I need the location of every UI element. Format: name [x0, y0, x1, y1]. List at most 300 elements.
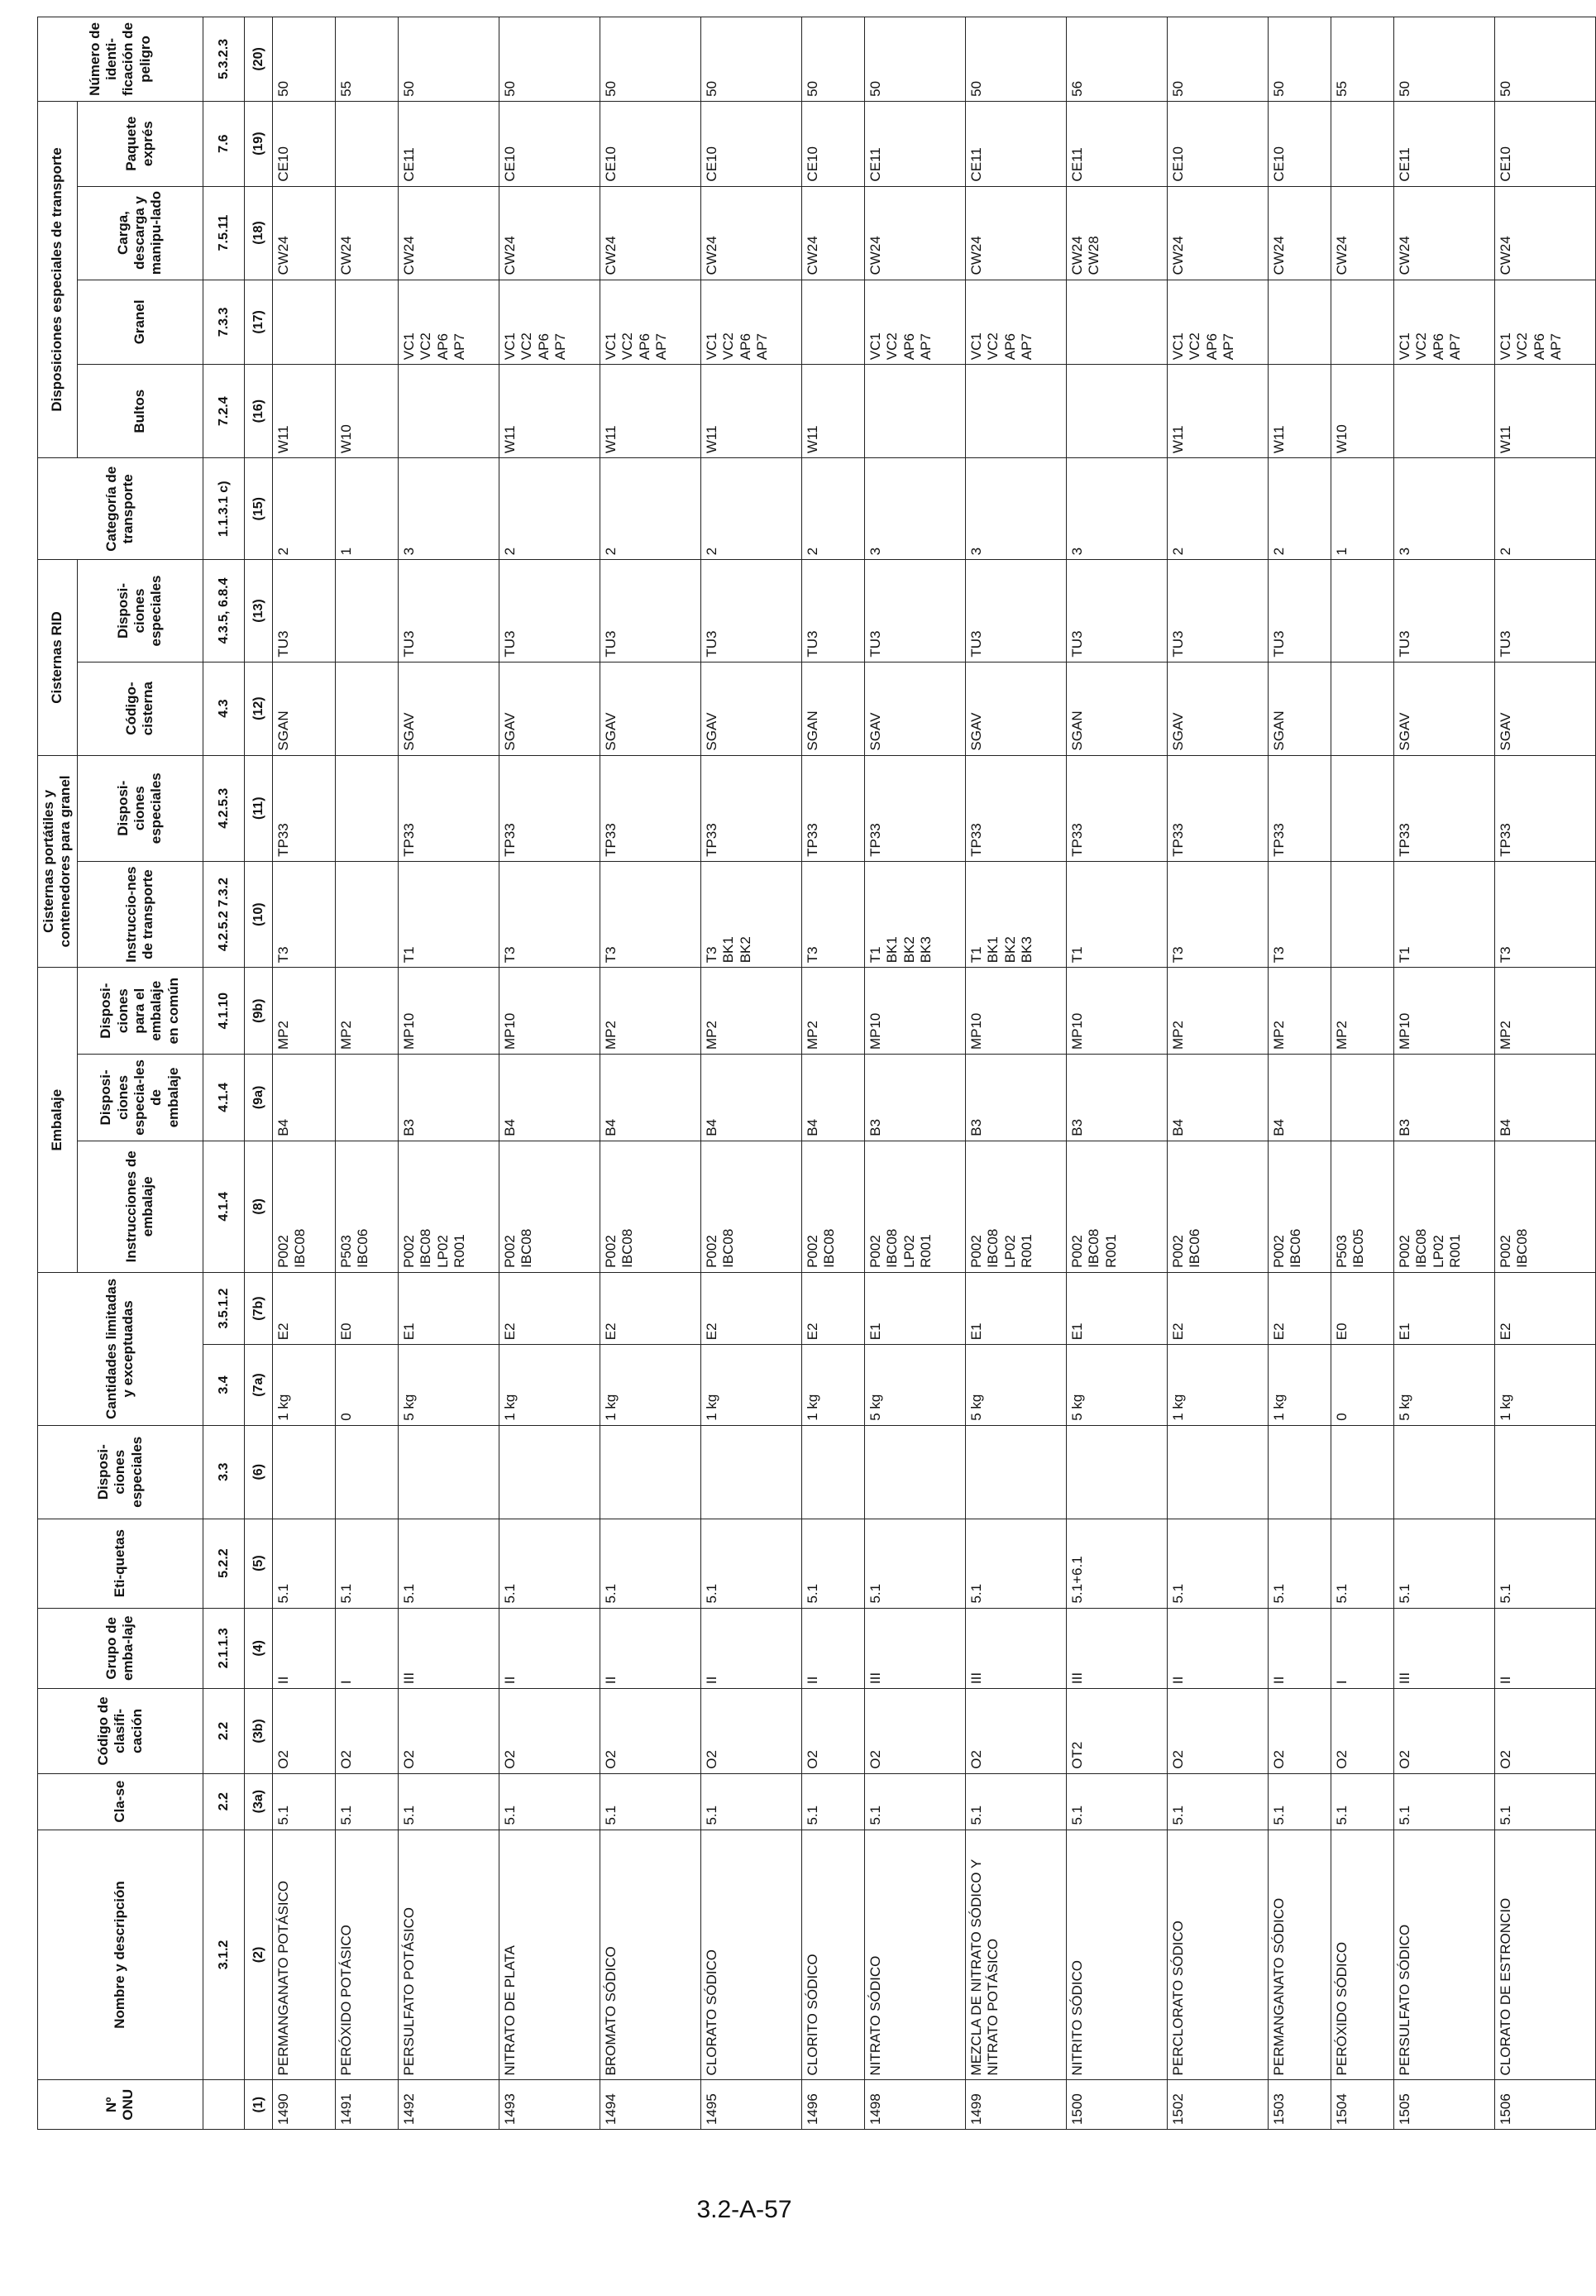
table-cell: MP2 — [700, 968, 801, 1055]
rotated-table-wrapper — [37, 17, 1564, 2130]
table-cell: CE11 — [1066, 101, 1167, 186]
column-number-cell: (2) — [244, 1830, 272, 2080]
table-cell: 50 — [700, 17, 801, 102]
reference-cell: 3.3 — [203, 1425, 244, 1519]
header-name: Nombre y descripción — [38, 1830, 203, 2080]
table-cell: 50 — [1167, 17, 1268, 102]
table-cell: CW24 — [398, 186, 499, 280]
table-cell: SGAV — [864, 662, 965, 755]
table-cell — [1268, 1425, 1331, 1519]
table-row — [335, 17, 398, 2130]
table-cell: CE11 — [965, 101, 1066, 186]
table-cell: 2 — [272, 458, 335, 560]
table-cell: B4 — [801, 1055, 864, 1141]
table-cell: CE10 — [700, 101, 801, 186]
table-row — [700, 17, 801, 2130]
table-cell: VC1 VC2 AP6 AP7 — [1167, 280, 1268, 365]
table-cell: II — [1268, 1608, 1331, 1689]
table-cell — [700, 1425, 801, 1519]
table-cell: TP33 — [600, 755, 700, 861]
table-cell: P002 IBC06 — [1268, 1141, 1331, 1272]
substance-name-cell: NITRATO DE PLATA — [499, 1830, 600, 2080]
table-cell: CE11 — [864, 101, 965, 186]
table-cell: B3 — [1393, 1055, 1494, 1141]
table-cell: I — [1331, 1608, 1393, 1689]
table-cell: TP33 — [1167, 755, 1268, 861]
table-cell: 50 — [801, 17, 864, 102]
reference-cell: 3.5.1.2 — [203, 1272, 244, 1344]
table-cell: E2 — [272, 1272, 335, 1344]
table-cell: SGAV — [1393, 662, 1494, 755]
table-cell — [1331, 861, 1393, 967]
un-number-cell: 1498 — [864, 2080, 965, 2130]
reference-cell: 2.2 — [203, 1689, 244, 1774]
table-cell: MP2 — [1494, 968, 1595, 1055]
substance-name-cell: PERMANGANATO SÓDICO — [1268, 1830, 1331, 2080]
table-cell: SGAN — [272, 662, 335, 755]
substance-name-cell: CLORITO SÓDICO — [801, 1830, 864, 2080]
column-number-cell: (7a) — [244, 1345, 272, 1426]
table-cell: B4 — [272, 1055, 335, 1141]
table-row — [965, 17, 1066, 2130]
table-cell: II — [1494, 1608, 1595, 1689]
table-cell: P002 IBC08 — [801, 1141, 864, 1272]
table-cell: B3 — [398, 1055, 499, 1141]
reference-cell — [203, 2080, 244, 2130]
table-cell: 3 — [1066, 458, 1167, 560]
table-cell: W11 — [801, 365, 864, 458]
table-cell: E1 — [965, 1272, 1066, 1344]
table-cell: 50 — [1268, 17, 1331, 102]
un-number-cell: 1496 — [801, 2080, 864, 2130]
table-cell: CW24 — [1268, 186, 1331, 280]
table-cell: P002 IBC08 LP02 R001 — [398, 1141, 499, 1272]
table-cell: SGAV — [1167, 662, 1268, 755]
reference-cell: 7.2.4 — [203, 365, 244, 458]
table-cell: 5.1 — [864, 1773, 965, 1830]
header-special-provisions: Disposi-ciones especiales — [38, 1425, 203, 1519]
table-cell: 50 — [1393, 17, 1494, 102]
table-cell: SGAV — [398, 662, 499, 755]
table-cell: SGAN — [1066, 662, 1167, 755]
table-cell — [335, 662, 398, 755]
table-cell: MP10 — [864, 968, 965, 1055]
header-mixed-packing: Disposi-ciones para el embalaje en común — [77, 968, 203, 1055]
table-cell: E2 — [1268, 1272, 1331, 1344]
un-number-cell: 1499 — [965, 2080, 1066, 2130]
un-number-cell: 1503 — [1268, 2080, 1331, 2130]
table-cell: P002 IBC08 LP02 R001 — [1393, 1141, 1494, 1272]
reference-cell: 5.3.2.3 — [203, 17, 244, 102]
table-cell — [1268, 280, 1331, 365]
table-cell: 5.1 — [700, 1773, 801, 1830]
table-cell: E0 — [335, 1272, 398, 1344]
table-cell — [335, 755, 398, 861]
column-number-cell: (15) — [244, 458, 272, 560]
table-cell — [335, 1055, 398, 1141]
un-number-cell: 1490 — [272, 2080, 335, 2130]
table-cell: CW24 — [272, 186, 335, 280]
header-rid-tanks: Cisternas RID — [38, 560, 78, 755]
table-cell — [1066, 1425, 1167, 1519]
table-cell: MP2 — [600, 968, 700, 1055]
column-number-cell: (6) — [244, 1425, 272, 1519]
table-cell: 50 — [499, 17, 600, 102]
table-cell — [335, 280, 398, 365]
table-cell — [801, 280, 864, 365]
substance-name-cell: PERÓXIDO POTÁSICO — [335, 1830, 398, 2080]
table-cell: CE10 — [499, 101, 600, 186]
table-cell: P002 IBC08 LP02 R001 — [965, 1141, 1066, 1272]
table-cell: 5.1 — [272, 1773, 335, 1830]
table-cell: O2 — [499, 1689, 600, 1774]
table-cell: O2 — [1331, 1689, 1393, 1774]
reference-cell: 5.2.2 — [203, 1519, 244, 1608]
table-cell: 5.1 — [398, 1519, 499, 1608]
table-cell: TU3 — [801, 560, 864, 662]
table-cell: W10 — [1331, 365, 1393, 458]
table-cell: E2 — [801, 1272, 864, 1344]
table-cell: TP33 — [1066, 755, 1167, 861]
header-loading: Carga, descarga y manipu-lado — [77, 186, 203, 280]
reference-cell: 4.2.5.3 — [203, 755, 244, 861]
table-cell — [600, 1425, 700, 1519]
table-cell — [335, 560, 398, 662]
table-cell: MP2 — [1268, 968, 1331, 1055]
un-number-cell: 1502 — [1167, 2080, 1268, 2130]
table-cell: OT2 — [1066, 1689, 1167, 1774]
table-cell: E1 — [1066, 1272, 1167, 1344]
table-cell: B4 — [700, 1055, 801, 1141]
table-cell: E2 — [1494, 1272, 1595, 1344]
table-cell: B4 — [1494, 1055, 1595, 1141]
header-packages: Bultos — [77, 365, 203, 458]
table-cell: II — [499, 1608, 600, 1689]
table-cell: MP2 — [801, 968, 864, 1055]
substance-name-cell: PERSULFATO SÓDICO — [1393, 1830, 1494, 2080]
table-cell: 5.1 — [1268, 1773, 1331, 1830]
table-cell: O2 — [864, 1689, 965, 1774]
table-cell: III — [965, 1608, 1066, 1689]
table-cell: III — [1393, 1608, 1494, 1689]
table-cell: E2 — [700, 1272, 801, 1344]
reference-cell: 4.3 — [203, 662, 244, 755]
header-packing-group: Grupo de emba-laje — [38, 1608, 203, 1689]
table-cell: TP33 — [965, 755, 1066, 861]
table-cell: 2 — [1494, 458, 1595, 560]
table-cell — [1331, 560, 1393, 662]
table-cell: 5 kg — [1066, 1345, 1167, 1426]
table-cell: TP33 — [864, 755, 965, 861]
table-cell: 5.1 — [398, 1773, 499, 1830]
table-cell: TU3 — [864, 560, 965, 662]
table-cell: 5.1 — [1331, 1519, 1393, 1608]
table-cell: B3 — [1066, 1055, 1167, 1141]
table-cell — [864, 365, 965, 458]
table-cell: CW24 CW28 — [1066, 186, 1167, 280]
table-row — [1066, 17, 1167, 2130]
table-cell: TU3 — [398, 560, 499, 662]
table-cell: 5.1 — [335, 1773, 398, 1830]
un-number-cell: 1492 — [398, 2080, 499, 2130]
table-cell — [1331, 101, 1393, 186]
table-cell — [1066, 365, 1167, 458]
substance-name-cell: CLORATO SÓDICO — [700, 1830, 801, 2080]
column-number-cell: (5) — [244, 1519, 272, 1608]
table-cell: TU3 — [1167, 560, 1268, 662]
table-cell: W11 — [272, 365, 335, 458]
table-cell: P002 IBC08 — [272, 1141, 335, 1272]
table-cell — [1393, 1425, 1494, 1519]
table-cell: TU3 — [499, 560, 600, 662]
header-special-packing: Disposi-ciones especia-les de embalaje — [77, 1055, 203, 1141]
table-cell: TU3 — [1268, 560, 1331, 662]
table-cell: VC1 VC2 AP6 AP7 — [700, 280, 801, 365]
un-number-cell: 1495 — [700, 2080, 801, 2130]
table-cell: CW24 — [600, 186, 700, 280]
table-cell: II — [600, 1608, 700, 1689]
table-cell: MP2 — [1167, 968, 1268, 1055]
column-number-cell: (12) — [244, 662, 272, 755]
table-cell — [965, 365, 1066, 458]
column-number-cell: (9a) — [244, 1055, 272, 1141]
table-body — [272, 17, 1595, 2130]
un-number-cell: 1494 — [600, 2080, 700, 2130]
table-cell — [1167, 1425, 1268, 1519]
header-express: Paquete exprés — [77, 101, 203, 186]
table-cell: 5 kg — [1393, 1345, 1494, 1426]
table-cell: II — [801, 1608, 864, 1689]
reference-row — [203, 17, 244, 2130]
table-cell: SGAV — [1494, 662, 1595, 755]
table-cell: 5.1 — [965, 1773, 1066, 1830]
table-cell: TU3 — [272, 560, 335, 662]
table-cell: E1 — [864, 1272, 965, 1344]
un-number-cell: 1506 — [1494, 2080, 1595, 2130]
table-cell: 3 — [1393, 458, 1494, 560]
table-cell: MP10 — [1393, 968, 1494, 1055]
table-cell: 5.1 — [1066, 1773, 1167, 1830]
table-cell: CW24 — [1494, 186, 1595, 280]
table-cell: T3 — [272, 861, 335, 967]
table-cell: II — [700, 1608, 801, 1689]
table-cell: VC1 VC2 AP6 AP7 — [864, 280, 965, 365]
table-cell: 5.1 — [272, 1519, 335, 1608]
column-number-cell: (7b) — [244, 1272, 272, 1344]
table-cell: CE10 — [272, 101, 335, 186]
substance-name-cell: NITRITO SÓDICO — [1066, 1830, 1167, 2080]
column-number-cell: (20) — [244, 17, 272, 102]
table-cell: CW24 — [335, 186, 398, 280]
table-cell: E2 — [1167, 1272, 1268, 1344]
column-number-cell: (18) — [244, 186, 272, 280]
table-cell: VC1 VC2 AP6 AP7 — [499, 280, 600, 365]
reference-cell: 4.2.5.2 7.3.2 — [203, 861, 244, 967]
column-number-cell: (19) — [244, 101, 272, 186]
table-cell: MP10 — [398, 968, 499, 1055]
table-cell: 5.1 — [1331, 1773, 1393, 1830]
table-cell: 5.1 — [1167, 1773, 1268, 1830]
table-cell: TU3 — [700, 560, 801, 662]
table-cell: P503 IBC06 — [335, 1141, 398, 1272]
table-cell: O2 — [1167, 1689, 1268, 1774]
table-cell: O2 — [700, 1689, 801, 1774]
header-limited-quantities: Cantidades limitadas y exceptuadas — [38, 1272, 203, 1425]
header-portable-tanks: Cisternas portátiles y contenedores para granel — [38, 755, 78, 968]
column-number-cell: (13) — [244, 560, 272, 662]
table-cell: CW24 — [1331, 186, 1393, 280]
reference-cell: 1.1.3.1 c) — [203, 458, 244, 560]
table-cell — [272, 1425, 335, 1519]
table-cell: 50 — [965, 17, 1066, 102]
table-cell: SGAV — [965, 662, 1066, 755]
header-packing-instructions: Instrucciones de embalaje — [77, 1141, 203, 1272]
table-cell: CW24 — [1393, 186, 1494, 280]
table-cell: VC1 VC2 AP6 AP7 — [965, 280, 1066, 365]
table-cell: CW24 — [499, 186, 600, 280]
column-number-row — [244, 17, 272, 2130]
table-cell: 2 — [1268, 458, 1331, 560]
table-cell: W10 — [335, 365, 398, 458]
table-cell: TU3 — [1066, 560, 1167, 662]
table-cell: 3 — [398, 458, 499, 560]
table-cell: III — [1066, 1608, 1167, 1689]
table-cell: 0 — [1331, 1345, 1393, 1426]
table-cell: SGAN — [801, 662, 864, 755]
table-cell: 5.1+6.1 — [1066, 1519, 1167, 1608]
table-cell — [1331, 1055, 1393, 1141]
header-classification-code: Código de clasifi-cación — [38, 1689, 203, 1774]
table-row — [1393, 17, 1494, 2130]
table-cell: 3 — [864, 458, 965, 560]
table-cell: CE10 — [801, 101, 864, 186]
table-row — [801, 17, 864, 2130]
table-cell: 5.1 — [499, 1773, 600, 1830]
table-cell: TP33 — [1268, 755, 1331, 861]
un-number-cell: 1491 — [335, 2080, 398, 2130]
table-cell: T1 BK1 BK2 BK3 — [965, 861, 1066, 967]
table-cell: CE11 — [1393, 101, 1494, 186]
header-transport-instructions: Instruccio-nes de transporte — [77, 861, 203, 967]
table-cell: W11 — [600, 365, 700, 458]
table-cell — [1393, 365, 1494, 458]
table-cell: O2 — [801, 1689, 864, 1774]
table-cell: 1 kg — [801, 1345, 864, 1426]
table-cell: CE10 — [1167, 101, 1268, 186]
header-tank-code: Código-cisterna — [77, 662, 203, 755]
table-cell: TP33 — [398, 755, 499, 861]
table-cell: B4 — [1268, 1055, 1331, 1141]
table-cell: T3 — [1167, 861, 1268, 967]
table-row — [272, 17, 335, 2130]
table-cell: 5.1 — [600, 1773, 700, 1830]
table-cell: 5 kg — [398, 1345, 499, 1426]
table-row — [1268, 17, 1331, 2130]
reference-cell: 7.5.11 — [203, 186, 244, 280]
table-cell — [1494, 1425, 1595, 1519]
table-cell: 1 kg — [272, 1345, 335, 1426]
table-cell: P002 IBC06 — [1167, 1141, 1268, 1272]
table-cell: O2 — [965, 1689, 1066, 1774]
table-cell: P503 IBC05 — [1331, 1141, 1393, 1272]
un-number-cell: 1504 — [1331, 2080, 1393, 2130]
table-cell: MP2 — [272, 968, 335, 1055]
table-cell: T1 — [398, 861, 499, 967]
table-cell: T3 — [499, 861, 600, 967]
table-cell: VC1 VC2 AP6 AP7 — [398, 280, 499, 365]
table-cell: T3 — [1494, 861, 1595, 967]
header-packaging: Embalaje — [38, 968, 78, 1273]
table-cell: W11 — [1268, 365, 1331, 458]
table-cell: TU3 — [1494, 560, 1595, 662]
table-cell: 1 kg — [1494, 1345, 1595, 1426]
table-cell — [1331, 280, 1393, 365]
column-number-cell: (8) — [244, 1141, 272, 1272]
table-cell: CW24 — [1167, 186, 1268, 280]
table-cell: VC1 VC2 AP6 AP7 — [600, 280, 700, 365]
table-cell: II — [1167, 1608, 1268, 1689]
table-cell — [801, 1425, 864, 1519]
column-number-cell: (4) — [244, 1608, 272, 1689]
table-cell: 5.1 — [1167, 1519, 1268, 1608]
table-cell: VC1 VC2 AP6 AP7 — [1393, 280, 1494, 365]
table-row — [600, 17, 700, 2130]
table-cell: SGAV — [700, 662, 801, 755]
page-number: 3.2-A-57 — [696, 2196, 792, 2223]
table-cell: 3 — [965, 458, 1066, 560]
un-number-cell: 1500 — [1066, 2080, 1167, 2130]
table-cell: MP10 — [965, 968, 1066, 1055]
table-cell: P002 IBC08 — [700, 1141, 801, 1272]
column-number-cell: (1) — [244, 2080, 272, 2130]
table-cell: 1 kg — [700, 1345, 801, 1426]
reference-cell: 2.1.1.3 — [203, 1608, 244, 1689]
table-cell: T1 — [1066, 861, 1167, 967]
table-cell: 5.1 — [965, 1519, 1066, 1608]
table-cell: 1 — [335, 458, 398, 560]
table-cell: T1 BK1 BK2 BK3 — [864, 861, 965, 967]
table-cell — [1331, 755, 1393, 861]
table-cell: TP33 — [1393, 755, 1494, 861]
column-number-cell: (11) — [244, 755, 272, 861]
table-row — [398, 17, 499, 2130]
column-number-cell: (16) — [244, 365, 272, 458]
table-cell: 50 — [864, 17, 965, 102]
table-cell: SGAV — [600, 662, 700, 755]
table-cell: CE10 — [1494, 101, 1595, 186]
table-cell: O2 — [600, 1689, 700, 1774]
table-cell: B4 — [600, 1055, 700, 1141]
table-cell: 5.1 — [801, 1519, 864, 1608]
table-cell: MP2 — [1331, 968, 1393, 1055]
header-bulk: Granel — [77, 280, 203, 365]
table-cell: MP10 — [1066, 968, 1167, 1055]
table-cell — [398, 365, 499, 458]
substance-name-cell: PERÓXIDO SÓDICO — [1331, 1830, 1393, 2080]
table-row — [1331, 17, 1393, 2130]
table-cell: 5.1 — [499, 1519, 600, 1608]
table-cell — [864, 1425, 965, 1519]
table-cell: 55 — [1331, 17, 1393, 102]
table-cell: CW24 — [864, 186, 965, 280]
table-cell: 2 — [499, 458, 600, 560]
table-cell: I — [335, 1608, 398, 1689]
column-number-cell: (9b) — [244, 968, 272, 1055]
table-cell: TU3 — [965, 560, 1066, 662]
table-cell: TP33 — [499, 755, 600, 861]
table-cell: 5 kg — [965, 1345, 1066, 1426]
table-cell: O2 — [1268, 1689, 1331, 1774]
